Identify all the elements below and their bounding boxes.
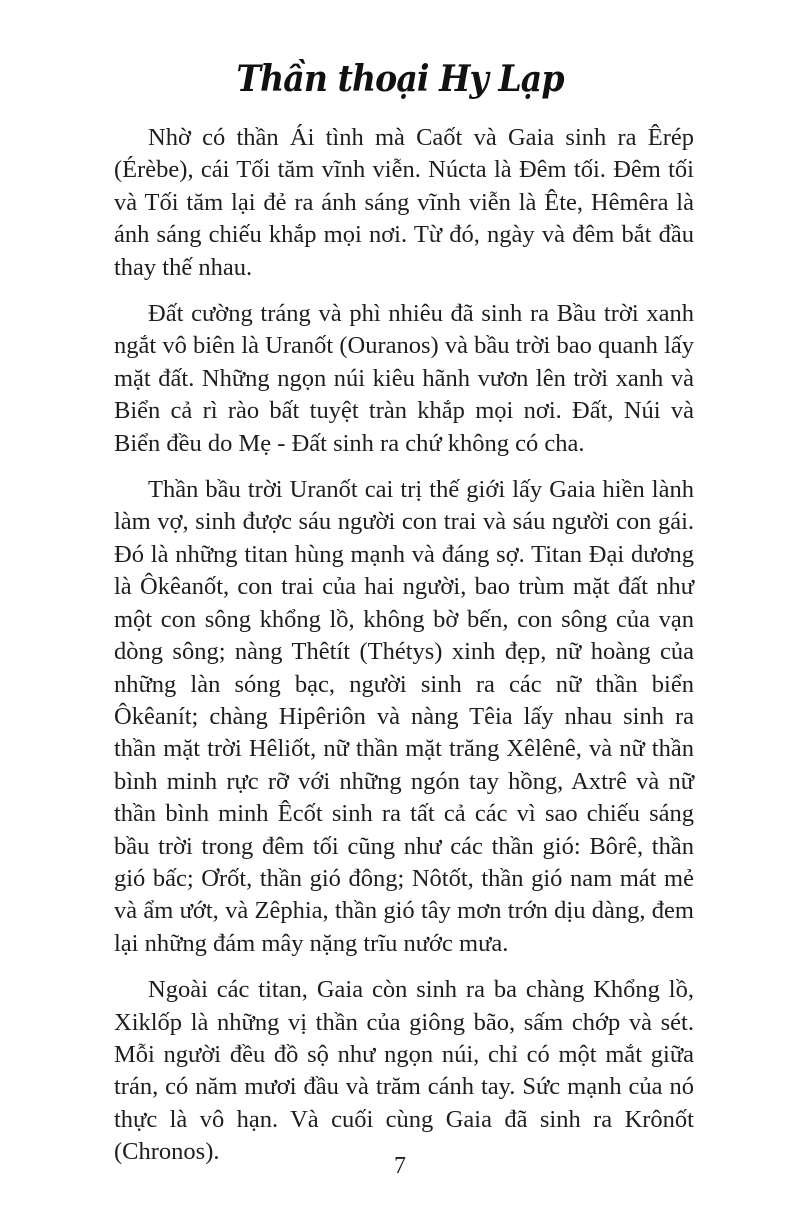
body-text: [114, 122, 694, 1183]
paragraph: Nhờ có thần Ái tình mà Caốt và Gaia sinh ra Êrép (Érèbe), cái Tối tăm vĩnh viễn. Núcta là Đêm tối. Đêm tối và Tối tăm lại đẻ ra ánh sáng vĩnh viễn là Ête, Hêmêra là ánh sáng chiếu khắp mọi nơi. Từ đó, ngày và đêm bắt đầu thay thế nhau.: [114, 124, 694, 281]
paragraph: Đất cường tráng và phì nhiêu đã sinh ra Bầu trời xanh ngắt vô biên là Uranốt (Ouranos) và bầu trời bao quanh lấy mặt đất. Những ngọn núi kiêu hãnh vươn lên trời xanh và Biển cả rì rào bất tuyệt tràn khắp mọi nơi. Đất, Núi và Biển đều do Mẹ - Đất sinh ra chứ không có cha.: [114, 300, 694, 457]
paragraph: Thần bầu trời Uranốt cai trị thế giới lấy Gaia hiền lành làm vợ, sinh được sáu người con trai và sáu người con gái. Đó là những titan hùng mạnh và đáng sợ. Titan Đại dương là Ôkêanốt, con trai của hai người, bao trùm mặt đất như một con sông khổng lồ, không bờ bến, con sông của vạn dòng sông; nàng Thêtít (Thétys) xinh đẹp, nữ hoàng của những làn sóng bạc, người sinh ra các nữ thần biển Ôkêanít; chàng Hipêriôn và nàng Têia lấy nhau sinh ra thần mặt trời Hêliốt, nữ thần mặt trăng Xêlênê, và nữ thần bình minh rực rỡ với những ngón tay hồng, Axtrê và nữ thần bình minh Êcốt sinh ra tất cả các vì sao chiếu sáng bầu trời trong đêm tối cũng như các thần gió: Bôrê, thần gió bấc; Ơrốt, thần gió đông; Nôtốt, thần gió nam mát mẻ và ẩm ướt, và Zêphia, thần gió tây mơn trớn dịu dàng, đem lại những đám mây nặng trĩu nước mưa.: [114, 476, 694, 957]
paragraph: Ngoài các titan, Gaia còn sinh ra ba chàng Khổng lồ, Xiklốp là những vị thần của giông bão, sấm chớp và sét. Mỗi người đều đồ sộ như ngọn núi, chỉ có một mắt giữa trán, có năm mươi đầu và trăm cánh tay. Sức mạnh của nó thực là vô hạn. Và cuối cùng Gaia đã sinh ra Krônốt (Chronos).: [114, 976, 694, 1166]
page-number: 7: [394, 1153, 406, 1179]
running-header-title: Thần thoại Hy Lạp: [236, 58, 564, 100]
